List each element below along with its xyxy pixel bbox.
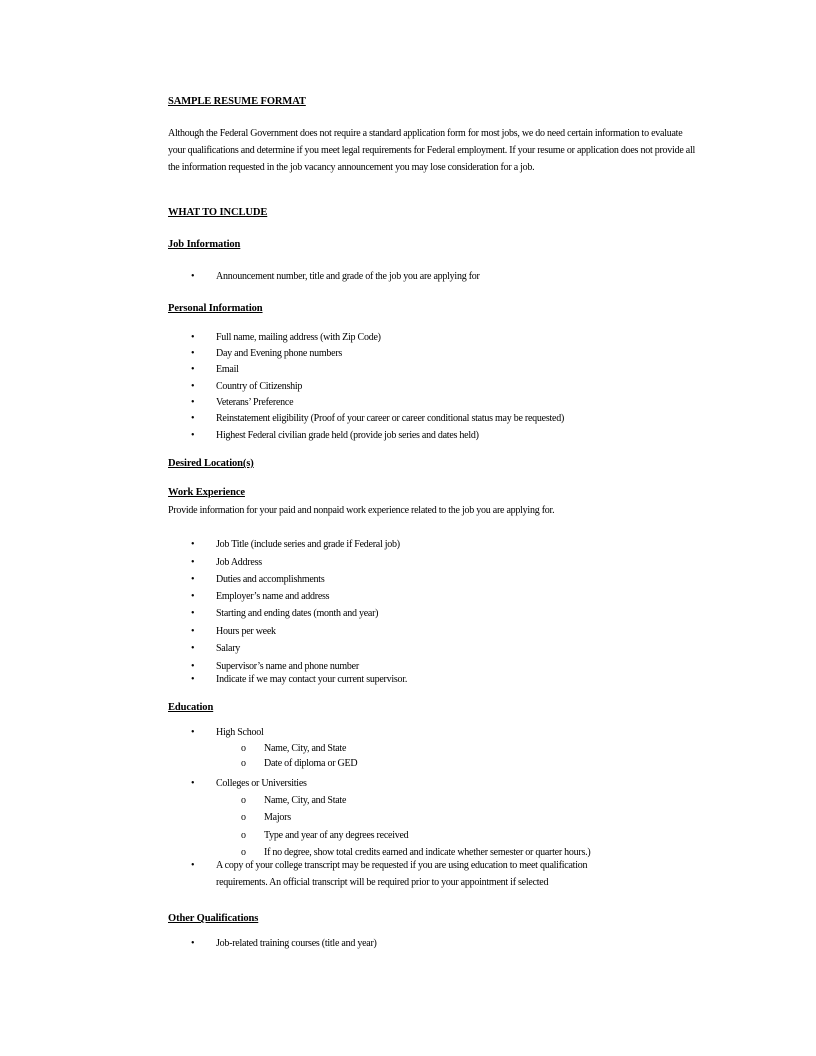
bullet-icon: • xyxy=(191,727,195,738)
bullet-icon: • xyxy=(191,539,195,550)
list-item: Colleges or Universities xyxy=(216,778,307,789)
list-item: Country of Citizenship xyxy=(216,381,303,392)
bullet-icon: • xyxy=(191,608,195,619)
list-item: Job-related training courses (title and year) xyxy=(216,938,377,949)
list-item: Reinstatement eligibility (Proof of your career or career conditional status may be requested) xyxy=(216,413,565,424)
list-item: Job Address xyxy=(216,557,262,568)
sub-list-item: Date of diploma or GED xyxy=(264,758,358,769)
bullet-icon: • xyxy=(191,626,195,637)
sub-list-item: Majors xyxy=(264,812,291,823)
list-item: Hours per week xyxy=(216,626,276,637)
bullet-icon: • xyxy=(191,674,195,685)
list-item: Duties and accomplishments xyxy=(216,574,325,585)
bullet-icon: • xyxy=(191,661,195,672)
bullet-icon: • xyxy=(191,397,195,408)
list-item: Highest Federal civilian grade held (provide job series and dates held) xyxy=(216,430,479,441)
bullet-icon: • xyxy=(191,574,195,585)
sub-list-item: Type and year of any degrees received xyxy=(264,830,409,841)
bullet-icon: • xyxy=(191,271,195,282)
document-title: SAMPLE RESUME FORMAT xyxy=(168,96,306,107)
list-item: Veterans’ Preference xyxy=(216,397,294,408)
list-item: Employer’s name and address xyxy=(216,591,330,602)
list-item: High School xyxy=(216,727,264,738)
list-item-continuation: requirements. An official transcript will be required prior to your appointment if selected xyxy=(216,877,549,888)
list-item: Starting and ending dates (month and year) xyxy=(216,608,379,619)
bullet-icon: • xyxy=(191,643,195,654)
bullet-icon: • xyxy=(191,938,195,949)
job-information-heading: Job Information xyxy=(168,239,241,250)
bullet-icon: • xyxy=(191,381,195,392)
bullet-icon: • xyxy=(191,348,195,359)
intro-paragraph: Although the Federal Government does not require a standard application form for most jobs, we do need certain information to evaluate your qualifications and determine if you meet legal requirements for Federal employment. If your resume or application does not provide all the information requested in the job vacancy announcement you may lose consideration for a job. xyxy=(168,128,696,173)
bullet-icon: • xyxy=(191,778,195,789)
list-item: Supervisor’s name and phone number xyxy=(216,661,359,672)
sub-list-item: Name, City, and State xyxy=(264,743,347,754)
other-qualifications-heading: Other Qualifications xyxy=(168,913,259,924)
list-item: Indicate if we may contact your current supervisor. xyxy=(216,674,408,685)
work-experience-heading: Work Experience xyxy=(168,487,245,498)
personal-information-heading: Personal Information xyxy=(168,303,263,314)
sub-bullet-icon: o xyxy=(241,847,246,858)
list-item: Salary xyxy=(216,643,241,654)
bullet-icon: • xyxy=(191,591,195,602)
list-item: Full name, mailing address (with Zip Code) xyxy=(216,332,381,343)
list-item: Job Title (include series and grade if Federal job) xyxy=(216,539,400,550)
desired-location-heading: Desired Location(s) xyxy=(168,458,254,469)
bullet-icon: • xyxy=(191,364,195,375)
sub-list-item: Name, City, and State xyxy=(264,795,347,806)
list-item: Email xyxy=(216,364,239,375)
bullet-icon: • xyxy=(191,332,195,343)
bullet-icon: • xyxy=(191,413,195,424)
work-experience-description: Provide information for your paid and nonpaid work experience related to the job you are applying for. xyxy=(168,505,555,516)
list-item: Day and Evening phone numbers xyxy=(216,348,343,359)
list-item: A copy of your college transcript may be requested if you are using education to meet qualification xyxy=(216,860,588,871)
sub-bullet-icon: o xyxy=(241,743,246,754)
sub-bullet-icon: o xyxy=(241,758,246,769)
sub-bullet-icon: o xyxy=(241,795,246,806)
bullet-icon: • xyxy=(191,557,195,568)
list-item: Announcement number, title and grade of the job you are applying for xyxy=(216,271,480,282)
bullet-icon: • xyxy=(191,860,195,871)
sub-bullet-icon: o xyxy=(241,830,246,841)
education-heading: Education xyxy=(168,702,214,713)
sub-list-item: If no degree, show total credits earned and indicate whether semester or quarter hours.) xyxy=(264,847,591,858)
what-to-include-heading: WHAT TO INCLUDE xyxy=(168,207,268,218)
bullet-icon: • xyxy=(191,430,195,441)
sub-bullet-icon: o xyxy=(241,812,246,823)
